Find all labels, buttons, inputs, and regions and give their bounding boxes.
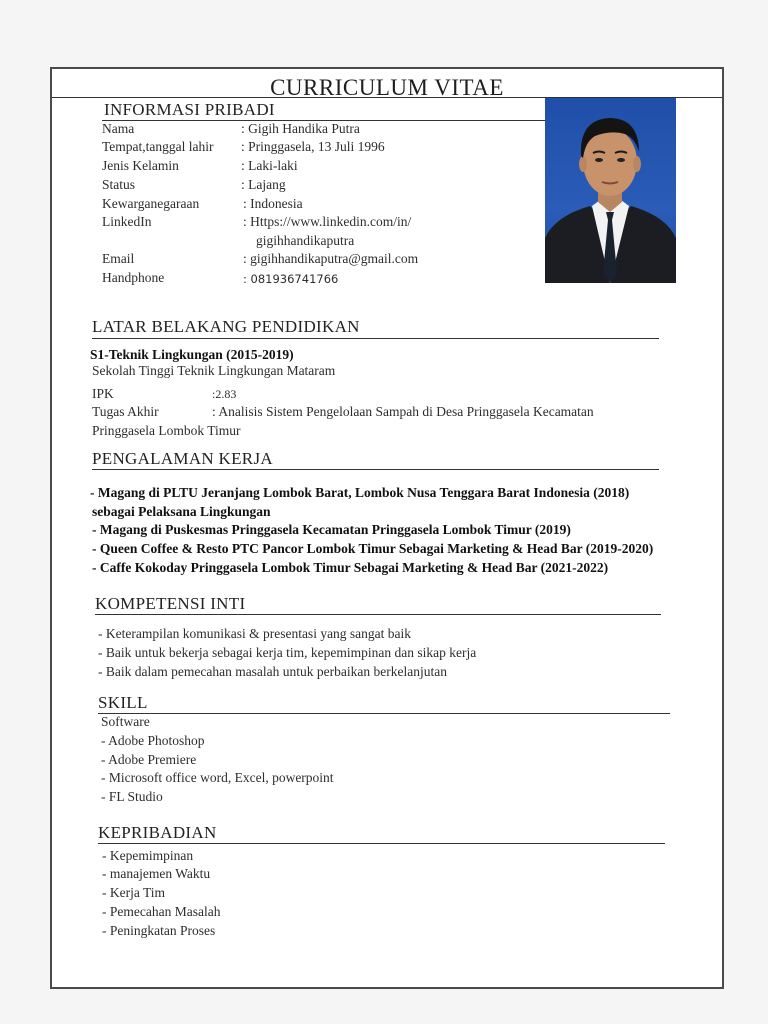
personality-item: - manajemen Waktu <box>102 866 211 881</box>
label-ttl: Tempat,tanggal lahir <box>102 139 214 154</box>
thesis-label: Tugas Akhir <box>92 404 159 419</box>
personality-item: - Pemecahan Masalah <box>102 904 221 919</box>
ipk-label: IPK <box>92 386 114 401</box>
personality-item: - Kepemimpinan <box>102 848 194 863</box>
experience-item: - Magang di PLTU Jeranjang Lombok Barat, Lombok Nusa Tenggara Barat Indonesia (2018) <box>90 485 630 500</box>
cv-page <box>50 67 724 989</box>
section-heading-experience: PENGALAMAN KERJA <box>92 449 273 468</box>
section-divider-education <box>92 338 659 339</box>
section-heading-personality: KEPRIBADIAN <box>98 823 217 842</box>
section-heading-skill: SKILL <box>98 693 148 712</box>
section-divider-competence <box>95 614 661 615</box>
education-degree: S1-Teknik Lingkungan (2015-2019) <box>90 347 294 362</box>
section-divider-personality <box>98 843 665 844</box>
experience-item: - Queen Coffee & Resto PTC Pancor Lombok Timur Sebagai Marketing & Head Bar (2019-2020) <box>92 541 654 556</box>
thesis-value: : Analisis Sistem Pengelolaan Sampah di Desa Pringgasela Kecamatan <box>212 404 594 419</box>
label-status: Status <box>102 177 136 192</box>
skill-item: - Adobe Photoshop <box>101 733 205 748</box>
label-linkedin: LinkedIn <box>102 214 152 229</box>
section-divider-skill <box>98 713 670 714</box>
competence-item: - Baik untuk bekerja sebagai kerja tim, kepemimpinan dan sikap kerja <box>98 645 477 660</box>
experience-item: sebagai Pelaksana Lingkungan <box>92 504 271 519</box>
value-phone: : 081936741766 <box>243 272 339 286</box>
label-nama: Nama <box>102 121 135 136</box>
label-phone: Handphone <box>102 270 165 285</box>
experience-item: - Caffe Kokoday Pringgasela Lombok Timur Sebagai Marketing & Head Bar (2021-2022) <box>92 560 609 575</box>
thesis-value-cont: Pringgasela Lombok Timur <box>92 423 241 438</box>
label-gender: Jenis Kelamin <box>102 158 179 173</box>
personality-item: - Kerja Tim <box>102 885 166 900</box>
skill-item: - Adobe Premiere <box>101 752 197 767</box>
person-portrait-image <box>545 98 676 283</box>
personality-item: - Peningkatan Proses <box>102 923 216 938</box>
section-heading-personal: INFORMASI PRIBADI <box>104 100 275 119</box>
education-school: Sekolah Tinggi Teknik Lingkungan Mataram <box>92 363 336 378</box>
value-email[interactable]: : gigihhandikaputra@gmail.com <box>243 251 419 266</box>
section-divider-experience <box>92 469 659 470</box>
competence-item: - Baik dalam pemecahan masalah untuk perbaikan berkelanjutan <box>98 664 447 679</box>
skill-item: Software <box>101 714 150 729</box>
label-nationality: Kewarganegaraan <box>102 196 200 211</box>
section-heading-competence: KOMPETENSI INTI <box>95 594 246 613</box>
document-title: CURRICULUM VITAE <box>270 75 504 100</box>
label-email: Email <box>102 251 135 266</box>
profile-photo <box>545 98 676 283</box>
section-heading-education: LATAR BELAKANG PENDIDIKAN <box>92 317 360 336</box>
ipk-value: :2.83 <box>212 387 237 401</box>
competence-item: - Keterampilan komunikasi & presentasi yang sangat baik <box>98 626 412 641</box>
value-linkedin-cont[interactable]: gigihhandikaputra <box>256 233 355 248</box>
value-linkedin[interactable]: : Https://www.linkedin.com/in/ <box>243 214 412 229</box>
experience-item: - Magang di Puskesmas Pringgasela Kecamatan Pringgasela Lombok Timur (2019) <box>92 522 571 537</box>
value-ttl: : Pringgasela, 13 Juli 1996 <box>241 139 385 154</box>
skill-item: - FL Studio <box>101 789 163 804</box>
value-nationality: : Indonesia <box>243 196 303 211</box>
value-nama: : Gigih Handika Putra <box>241 121 360 136</box>
value-gender: : Laki-laki <box>241 158 298 173</box>
value-status: : Lajang <box>241 177 286 192</box>
skill-item: - Microsoft office word, Excel, powerpoint <box>101 770 334 785</box>
